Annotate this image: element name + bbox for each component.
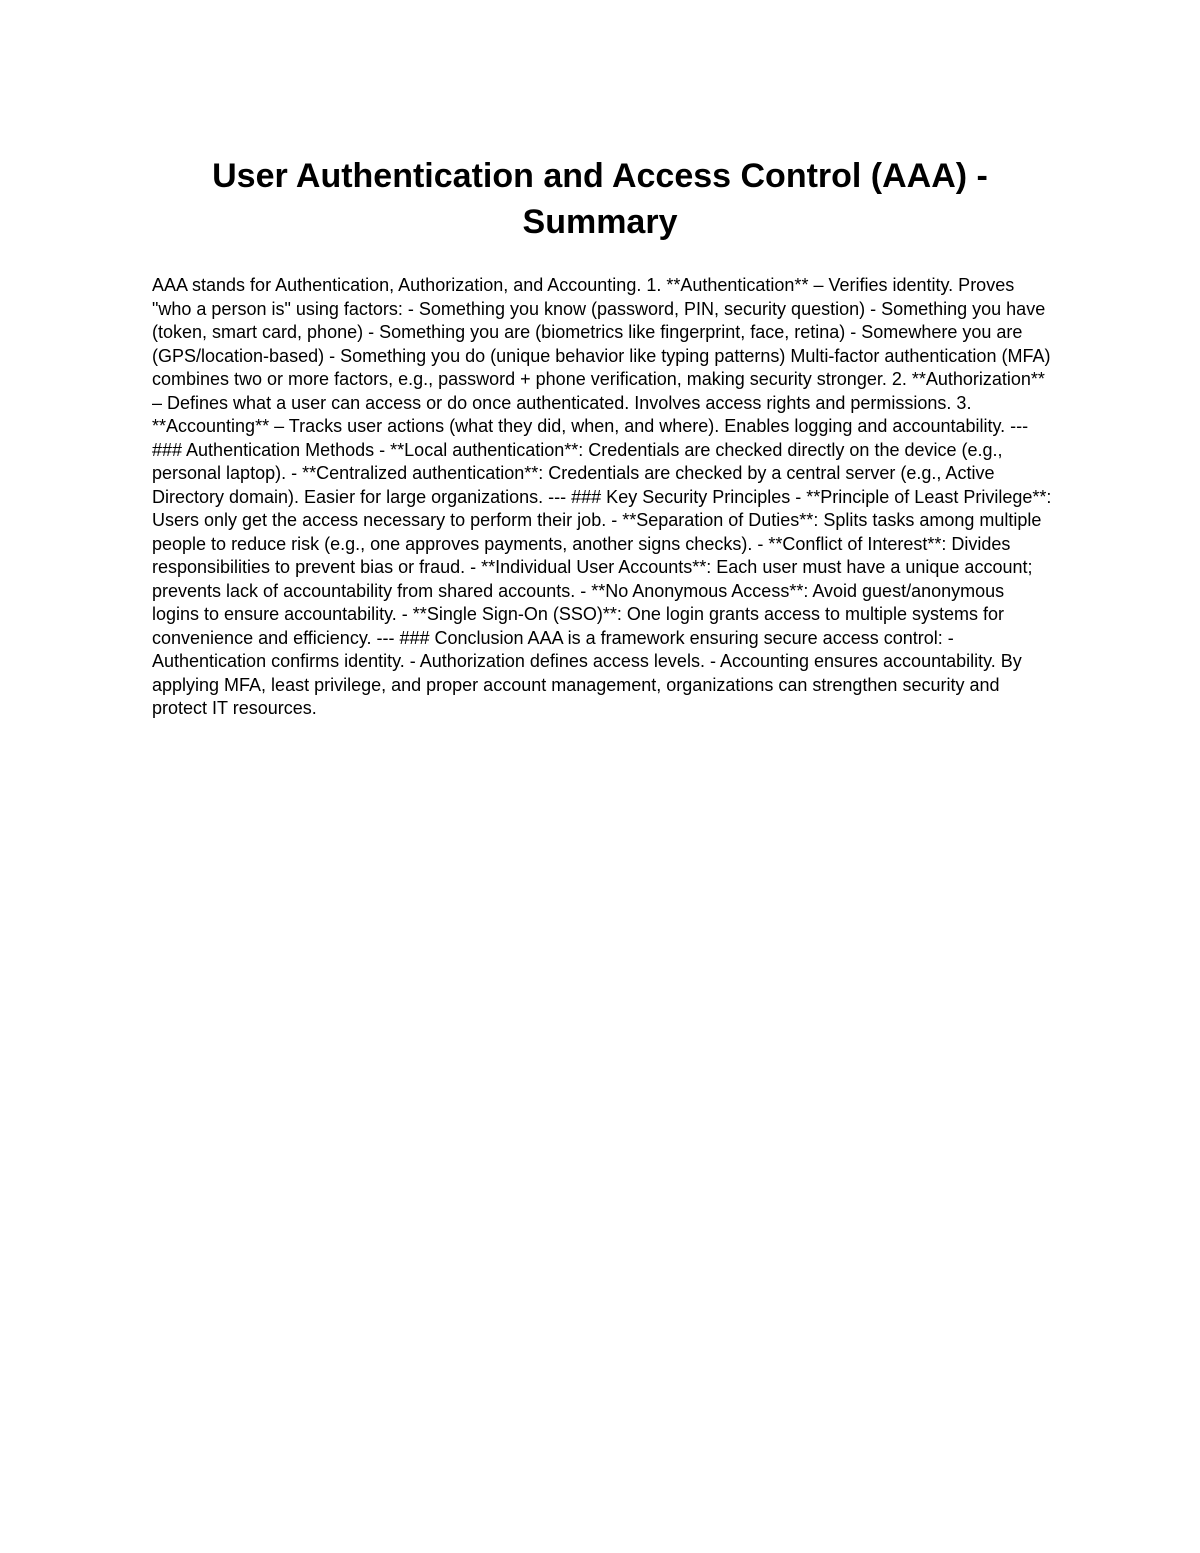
document-body-text: AAA stands for Authentication, Authorization, and Accounting. 1. **Authentication** – Verifies identity. Proves "who a person is" using factors: - Something you know (password, PIN, security question) - Something you have (token, smart card, phone) - Something you are (biometrics like fingerprint, face, retina) - Somewhere you are (GPS/location-based) - Something you do (unique behavior like typing patterns) Multi-factor authentication (MFA) combines two or more factors, e.g., password + phone verification, making security stronger. 2. **Authorization** – Defines what a user can access or do once authenticated. Involves access rights and permissions. 3. **Accounting** – Tracks user actions (what they did, when, and where). Enables logging and accountability. --- ### Authentication Methods - **Local authentication**: Credentials are checked directly on the device (e.g., personal laptop). - **Centralized authentication**: Credentials are checked by a central server (e.g., Active Directory domain). Easier for large organizations. --- ### Key Security Principles - **Principle of Least Privilege**: Users only get the access necessary to perform their job. - **Separation of Duties**: Splits tasks among multiple people to reduce risk (e.g., one approves payments, another signs checks). - **Conflict of Interest**: Divides responsibilities to prevent bias or fraud. - **Individual User Accounts**: Each user must have a unique account; prevents lack of accountability from shared accounts. - **No Anonymous Access**: Avoid guest/anonymous logins to ensure accountability. - **Single Sign-On (SSO)**: One login grants access to multiple systems for convenience and efficiency. --- ### Conclusion AAA is a framework ensuring secure access control: - Authentication confirms identity. - Authorization defines access levels. - Accounting ensures accountability. By applying MFA, least privilege, and proper account management, organizations can strengthen security and protect IT resources. — [152, 275, 1052, 718]
document-title: User Authentication and Access Control (AAA) - Summary — [212, 157, 988, 241]
